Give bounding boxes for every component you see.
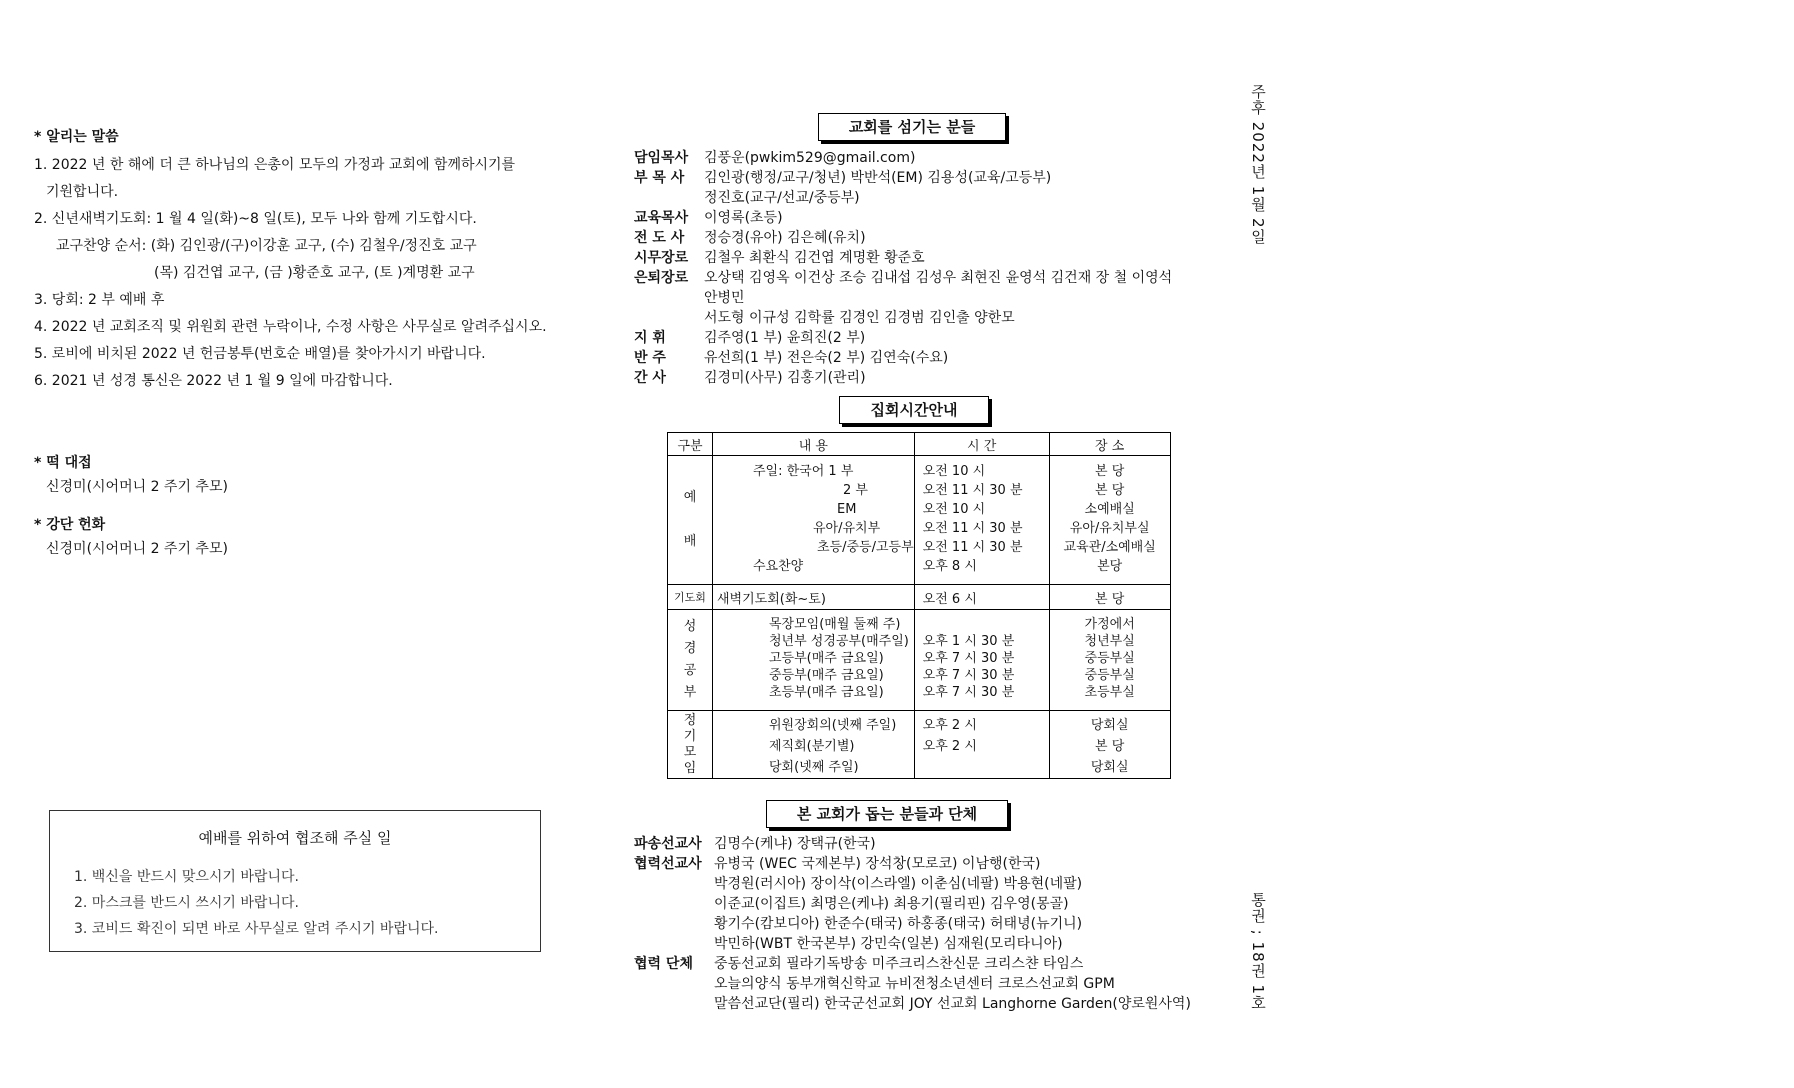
announcement-item: 6. 2021 년 성경 통신은 2022 년 1 월 9 일에 마감합니다. [34,373,393,389]
staff-names: 유선희(1 부) 전은숙(2 부) 김연숙(수요) [704,350,949,366]
bible-time-line: 오후 7 시 30 분 [922,685,1015,700]
staff-names: 김주영(1 부) 윤희진(2 부) [704,330,866,346]
bulletin-issue: 통권 ; 18권 1호 [1249,892,1267,1011]
worship-row [668,456,1171,585]
worship-content-line: 유아/유치부 [813,521,881,536]
mission-row [634,914,1194,934]
mission-row [634,954,1194,974]
meetings-category-char: 정 [683,712,697,728]
staff-row [634,188,1194,208]
worship-time-line: 오전 11 시 30 분 [922,521,1023,536]
meetings-time [914,711,1049,779]
bible-content-line: 목장모임(매월 둘째 주) [769,617,901,632]
worship-time-line: 오전 11 시 30 분 [922,540,1023,555]
mission-role: 파송선교사 [634,836,702,852]
meetings-category [668,711,713,779]
worship-content-line: EM [837,502,857,517]
announcements-list [34,152,594,395]
bible-place-line: 초등부실 [1084,685,1135,700]
cooperation-item: 1. 백신을 반드시 맞으시기 바랍니다. [74,869,299,885]
mission-names: 박민하(WBT 한국본부) 강민숙(일본) 심재원(모리타니아) [714,936,1063,952]
meetings-category-char: 기 [683,728,697,744]
cooperation-item: 3. 코비드 확진이 되면 바로 사무실로 알려 주시기 바랍니다. [74,921,439,937]
bible-content-line: 청년부 성경공부(매주일) [769,634,909,649]
announcement-item: 교구찬양 순서: (화) 김인광/(구)이강훈 교구, (수) 김철우/정진호 교구 [56,238,477,254]
meetings-content-line: 제직회(분기별) [769,739,855,754]
bible-study-place [1049,610,1170,711]
worship-place-line: 본 당 [1095,464,1125,479]
staff-role: 전 도 사 [634,230,685,246]
staff-role: 부 목 사 [634,170,685,186]
announcement-item: (목) 김건엽 교구, (금 )황준호 교구, (토 )계명환 교구 [154,265,475,281]
cooperation-item: 2. 마스크를 반드시 쓰시기 바랍니다. [74,895,299,911]
bible-content-line: 고등부(매주 금요일) [769,651,884,666]
cooperation-title: 예배를 위하여 협조해 주실 일 [198,829,392,847]
worship-place-line: 본 당 [1095,483,1125,498]
staff-names: 오상택 김영옥 이건상 조승 김내섭 김성우 최현진 윤영석 김건재 장 철 이영석 [704,270,1173,286]
altar-flowers-section [34,512,354,560]
staff-names: 김인광(행정/교구/청년) 박반석(EM) 김용성(교육/고등부) [704,170,1052,186]
prayer-place: 본 당 [1049,585,1170,610]
bible-time-line: 오후 7 시 30 분 [922,668,1015,683]
staff-row [634,308,1194,328]
mission-names: 오늘의양식 동부개혁신학교 뉴비전청소년센터 크로스선교회 GPM [714,976,1115,992]
rice-cake-heading: * 떡 대접 [34,455,92,471]
staff-row [634,228,1194,248]
header-category: 구분 [668,433,713,456]
staff-names: 김경미(사무) 김홍기(관리) [704,370,866,386]
cooperation-list [50,864,540,942]
mission-row [634,974,1194,994]
mission-row [634,994,1194,1014]
meetings-row [668,711,1171,779]
altar-flowers-line: 신경미(시어머니 2 주기 추모) [46,541,228,557]
meetings-category-char: 모 [683,744,697,760]
meetings-time-line: 오후 2 시 [922,739,977,754]
staff-list [634,148,1194,388]
mission-names: 김명수(케냐) 장택규(한국) [714,836,876,852]
schedule-header-row [668,433,1171,456]
meetings-time-line [915,757,1049,778]
mission-role: 협력 단체 [634,956,693,972]
bible-study-time [914,610,1049,711]
mission-list [634,834,1194,1014]
staff-role: 담임목사 [634,150,689,166]
header-content: 내 용 [713,433,915,456]
worship-place-line: 소예배실 [1084,502,1135,517]
rice-cake-section [34,450,354,498]
mission-role: 협력선교사 [634,856,702,872]
worship-content-line: 초등/중등/고등부 [817,540,914,555]
staff-role: 교육목사 [634,210,689,226]
staff-names: 김철우 최환식 김건엽 계명환 황준호 [704,250,925,266]
announcement-item: 4. 2022 년 교회조직 및 위원회 관련 누락이나, 수정 사항은 사무실로 알려주십시오. [34,319,547,335]
worship-content-line: 수요찬양 [753,559,804,574]
bible-study-category [668,610,713,711]
worship-place [1049,456,1170,585]
worship-place-line: 본당 [1097,559,1123,574]
bible-category-char: 부 [683,685,697,700]
staff-role: 간 사 [634,370,666,386]
announcement-item: 5. 로비에 비치된 2022 년 헌금봉투(번호순 배열)를 찾아가시기 바랍니다. [34,346,486,362]
staff-names: 안병민 [704,290,745,306]
worship-content-line: 주일: 한국어 1 부 [753,464,854,479]
bible-place-line: 중등부실 [1084,668,1135,683]
announcement-item: 3. 당회: 2 부 예배 후 [34,292,165,308]
worship-time-line: 오전 11 시 30 분 [922,483,1023,498]
meetings-time-line: 오후 2 시 [922,718,977,733]
worship-time-line: 오전 10 시 [922,464,986,479]
mission-names: 유병국 (WEC 국제본부) 장석창(모로코) 이남행(한국) [714,856,1041,872]
mission-names: 황기수(캄보디아) 한준수(태국) 하홍종(태국) 허태녕(뉴기니) [714,916,1083,932]
mission-names: 말씀선교단(필리) 한국군선교회 JOY 선교회 Langhorne Garden(양로원사역) [714,996,1191,1012]
staff-role: 지 휘 [634,330,666,346]
mission-row [634,874,1194,894]
prayer-category: 기도회 [668,585,713,610]
announcements-section [34,126,594,395]
staff-row [634,368,1194,388]
header-time: 시 간 [914,433,1049,456]
meetings-place-line: 당회실 [1090,760,1129,775]
worship-category-char: 예 [683,490,697,505]
staff-row [634,168,1194,188]
meetings-content [713,711,915,779]
bible-category-char: 경 [683,641,697,656]
staff-row [634,148,1194,168]
worship-content [713,456,915,585]
staff-row [634,208,1194,228]
staff-names: 정승경(유아) 김은혜(유치) [704,230,866,246]
header-place: 장 소 [1049,433,1170,456]
meetings-content-line: 위원장회의(넷째 주일) [769,718,897,733]
worship-category [668,456,713,585]
staff-row [634,248,1194,268]
mission-row [634,854,1194,874]
bulletin-date: 주후 2022년 1월 2일 [1249,84,1267,245]
meetings-place-line: 당회실 [1090,718,1129,733]
mission-title: 본 교회가 돕는 분들과 단체 [766,800,1008,828]
schedule-title: 집회시간안내 [839,396,989,424]
prayer-row [668,585,1171,610]
worship-time-line: 오후 8 시 [922,559,977,574]
staff-names: 김풍운(pwkim529@gmail.com) [704,150,916,166]
staff-names: 정진호(교구/선교/중등부) [704,190,860,206]
bible-content-line: 중등부(매주 금요일) [769,668,884,683]
worship-category-char: 배 [683,534,697,549]
staff-row [634,348,1194,368]
rice-cake-line: 신경미(시어머니 2 주기 추모) [46,479,228,495]
worship-time-line: 오전 10 시 [922,502,986,517]
staff-row [634,288,1194,308]
staff-row [634,328,1194,348]
bible-time-line: 오후 7 시 30 분 [922,651,1015,666]
meetings-place-line: 본 당 [1095,739,1125,754]
bible-time-line [915,616,1049,633]
bible-category-char: 성 [683,619,697,634]
mission-row [634,934,1194,954]
staff-role: 반 주 [634,350,666,366]
worship-time [914,456,1049,585]
bible-place-line: 중등부실 [1084,651,1135,666]
mission-row [634,894,1194,914]
prayer-time: 오전 6 시 [914,585,1049,610]
worship-place-line: 유아/유치부실 [1069,521,1150,536]
staff-role: 은퇴장로 [634,270,689,286]
mission-names: 이준교(이집트) 최명은(케냐) 최용기(필리핀) 김우영(몽골) [714,896,1069,912]
mission-names: 중동선교회 필라기독방송 미주크리스찬신문 크리스챤 타임스 [714,956,1084,972]
announcement-item: 2. 신년새벽기도회: 1 월 4 일(화)~8 일(토), 모두 나와 함께 기도합시다. [34,211,477,227]
schedule-table [667,432,1171,779]
staff-row [634,268,1194,288]
mission-names: 박경원(러시아) 장이삭(이스라엘) 이춘심(네팔) 박용현(네팔) [714,876,1083,892]
staff-names: 이영록(초등) [704,210,783,226]
bible-category-char: 공 [683,663,697,678]
prayer-content: 새벽기도회(화~토) [713,585,915,610]
bible-time-line: 오후 1 시 30 분 [922,634,1015,649]
staff-names: 서도형 이규성 김학률 김경인 김경범 김인출 양한모 [704,310,1015,326]
meetings-category-char: 임 [683,760,697,776]
announcement-item: 기원합니다. [46,184,119,200]
bible-place-line: 청년부실 [1084,634,1135,649]
announcements-heading: * 알리는 말씀 [34,129,119,145]
bible-study-content [713,610,915,711]
meetings-content-line: 당회(넷째 주일) [769,760,859,775]
meetings-place [1049,711,1170,779]
worship-cooperation-box [49,810,541,952]
announcement-item: 1. 2022 년 한 해에 더 큰 하나님의 은총이 모두의 가정과 교회에 함께하시기를 [34,157,516,173]
bible-place-line: 가정에서 [1084,617,1135,632]
worship-place-line: 교육관/소예배실 [1063,540,1156,555]
staff-role: 시무장로 [634,250,689,266]
worship-content-line: 2 부 [843,483,868,498]
staff-title: 교회를 섬기는 분들 [818,113,1006,141]
mission-row [634,834,1194,854]
bible-study-row [668,610,1171,711]
bible-content-line: 초등부(매주 금요일) [769,685,884,700]
altar-flowers-heading: * 강단 헌화 [34,517,106,533]
